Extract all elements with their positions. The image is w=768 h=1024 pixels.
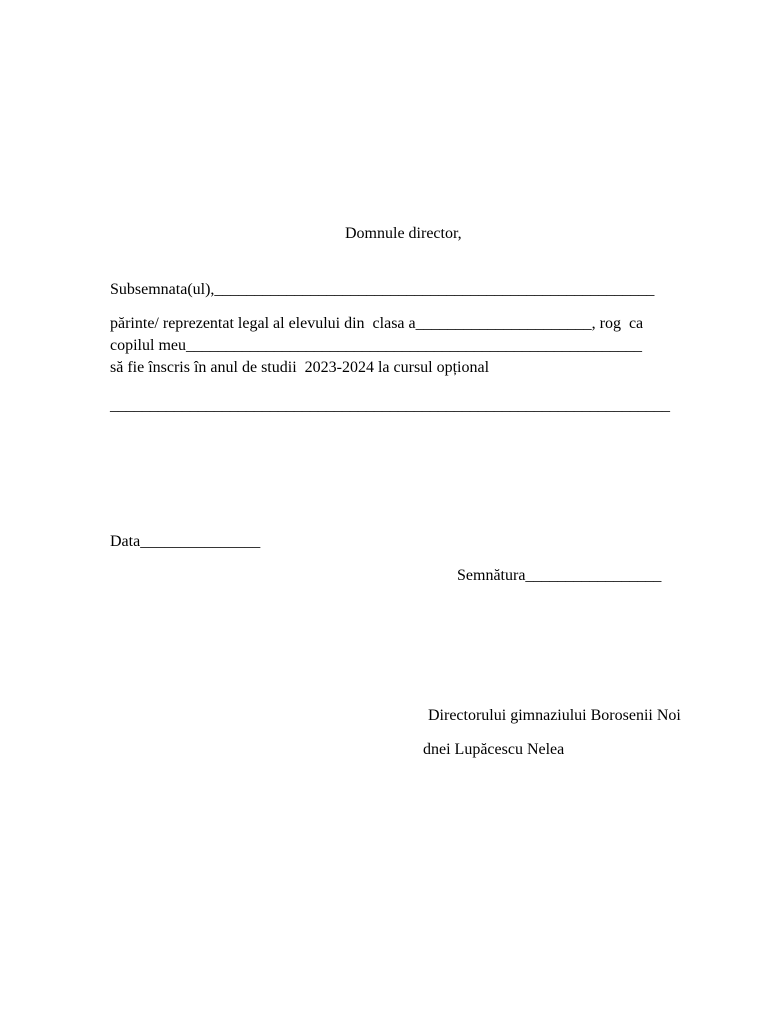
- parent-class-field: părinte/ reprezentat legal al elevului din clasa a______________________, rog ca: [110, 315, 644, 332]
- date-field: Data_______________: [110, 533, 261, 550]
- addressee-name: dnei Lupăcescu Nelea: [423, 741, 565, 758]
- child-name-field: copilul meu_________________________________________________________: [110, 337, 642, 354]
- enrollment-text: să fie înscris în anul de studii 2023-2024 la cursul opțional: [110, 359, 490, 376]
- addressee-director: Directorului gimnaziului Borosenii Noi: [428, 707, 681, 724]
- optional-course-field: ______________________________________________________________________: [110, 397, 670, 414]
- undersigned-field: Subsemnata(ul),_______________________________________________________: [110, 281, 655, 298]
- signature-field: Semnătura_________________: [457, 567, 662, 584]
- greeting-text: Domnule director,: [345, 225, 462, 242]
